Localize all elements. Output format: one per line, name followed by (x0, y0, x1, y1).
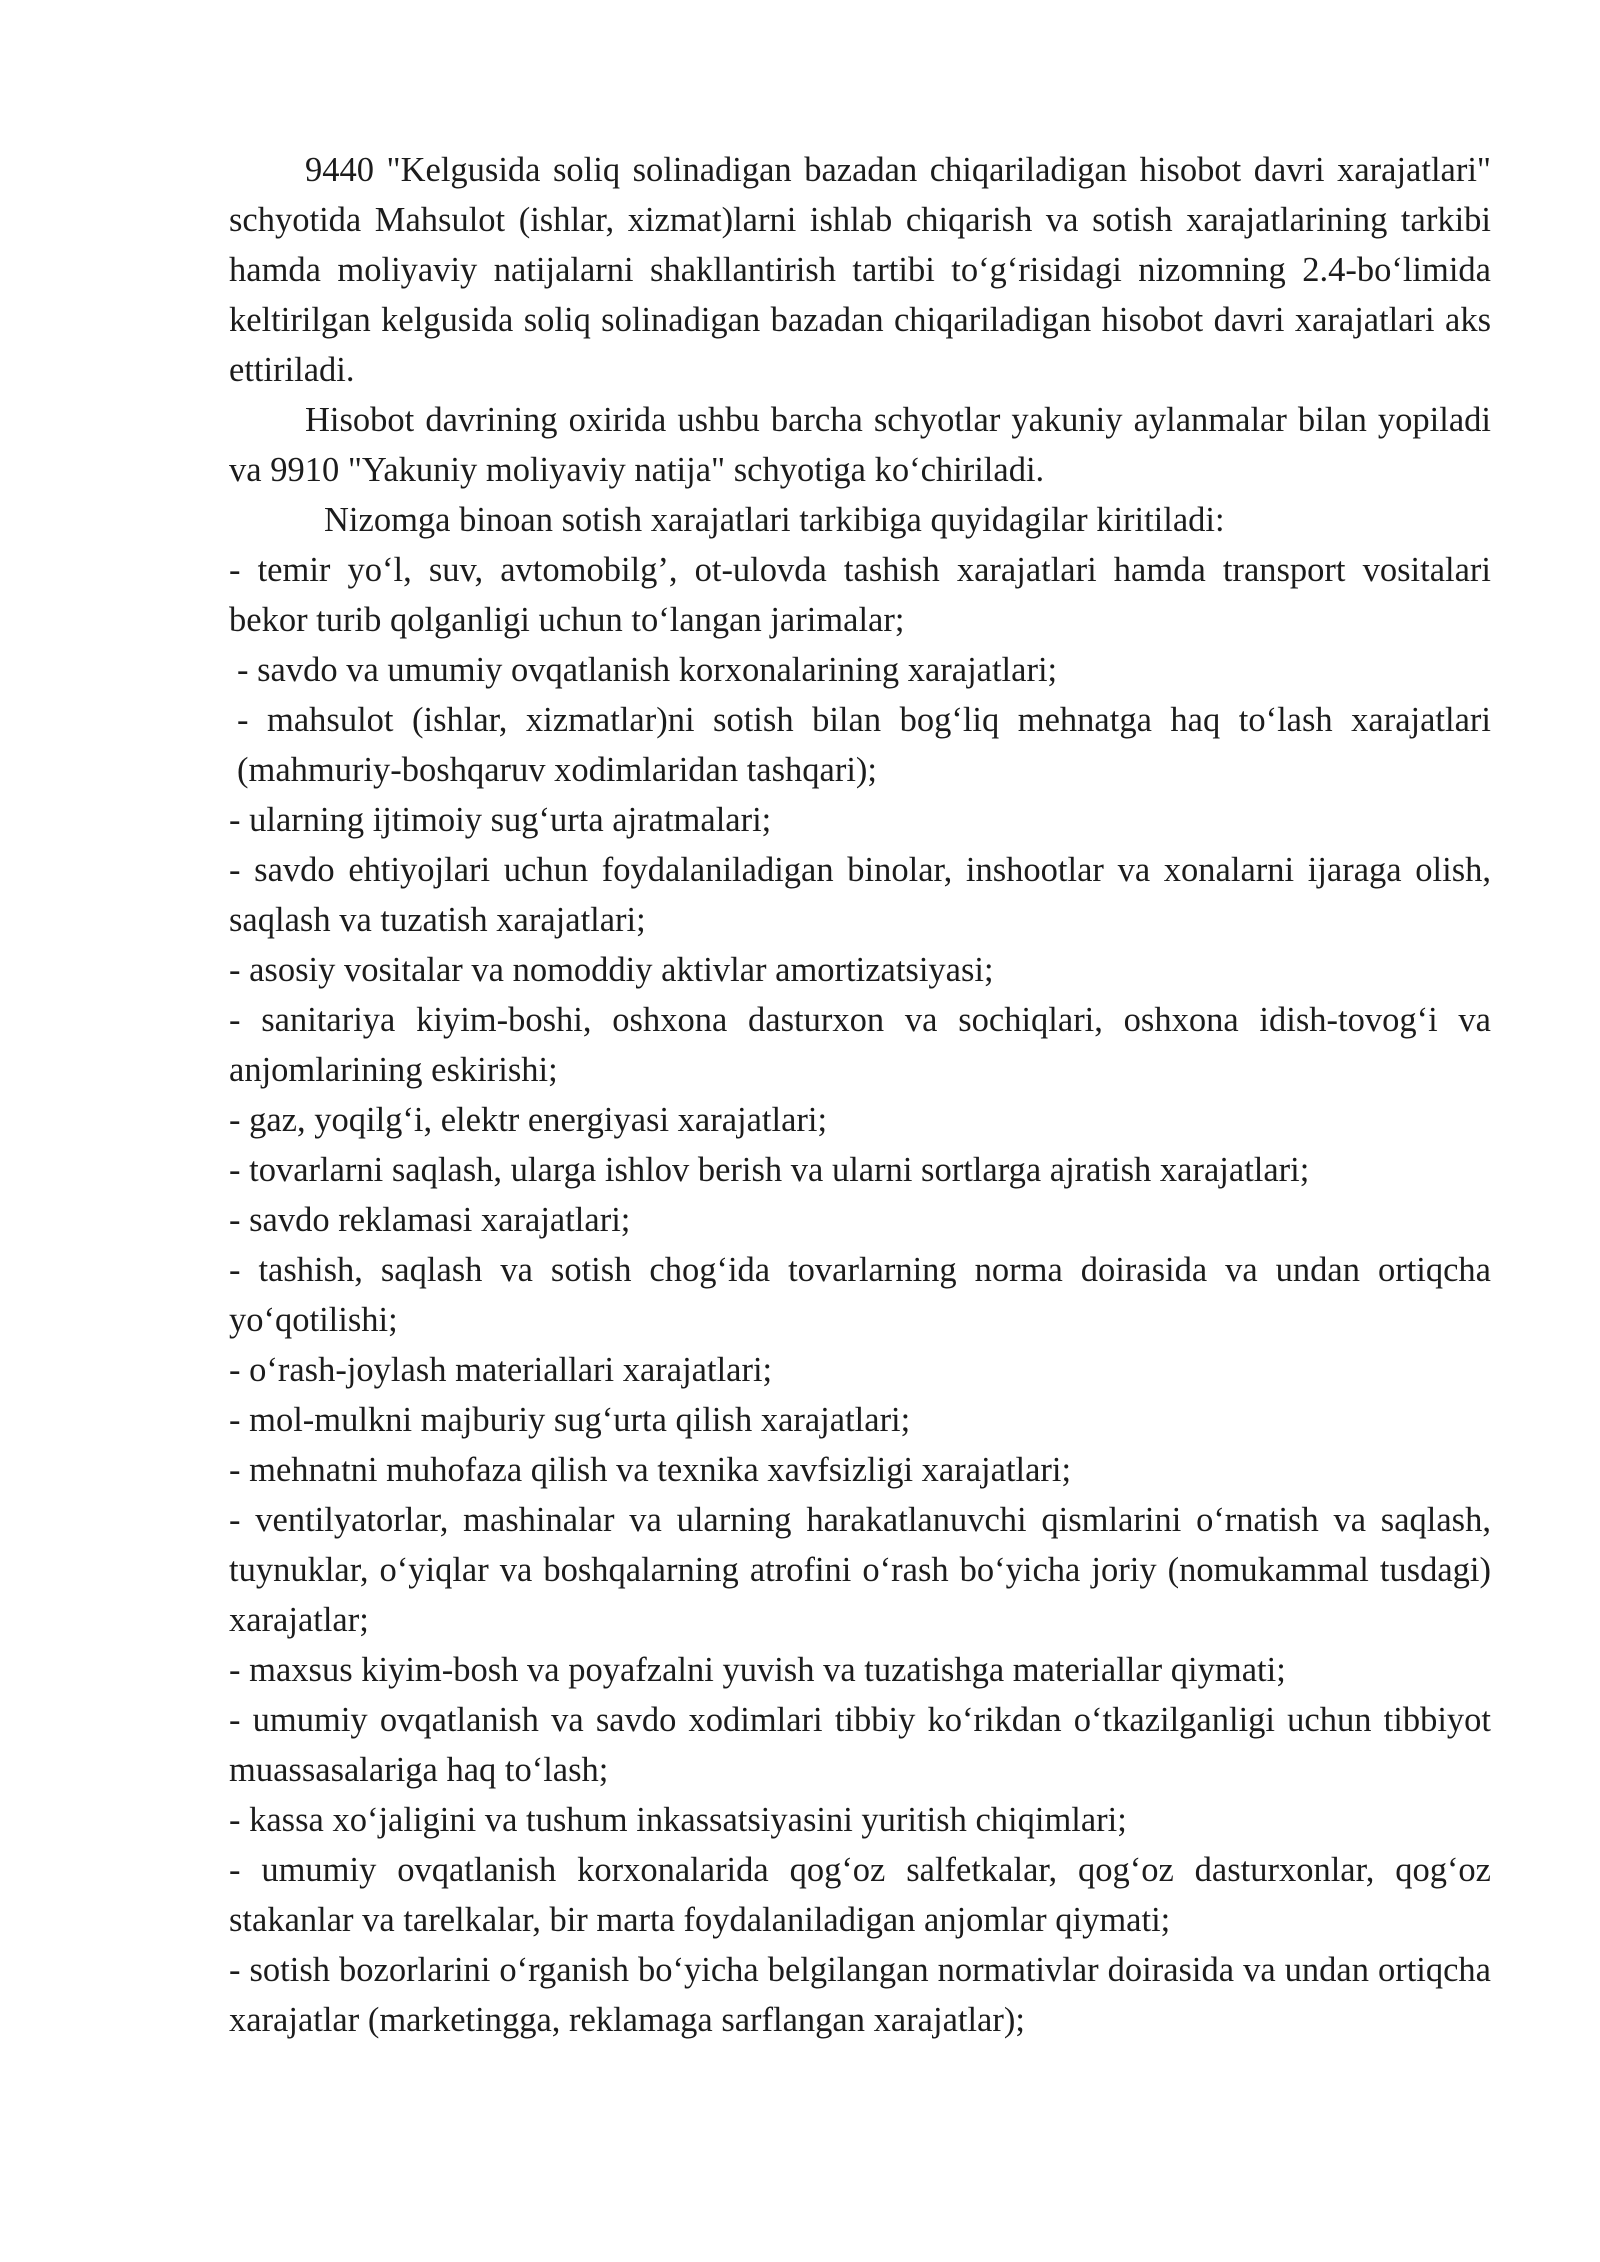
list-item: - sotish bozorlarini o‘rganish bo‘yicha belgilangan normativlar doirasida va undan ortiqcha xarajatlar (marketingga, reklamaga sarflangan xarajatlar); (229, 1951, 1491, 2039)
list-item: - savdo ehtiyojlari uchun foydalaniladigan binolar, inshootlar va xonalarni ijaraga olish, saqlash va tuzatish xarajatlari; (229, 851, 1491, 939)
list-item: - maxsus kiyim-bosh va poyafzalni yuvish va tuzatishga materiallar qiymati; (229, 1651, 1286, 1689)
list-item: - gaz, yoqilg‘i, elektr energiyasi xarajatlari; (229, 1101, 828, 1139)
list-item: - mahsulot (ishlar, xizmatlar)ni sotish bilan bog‘liq mehnatga haq to‘lash xarajatlari (mahmuriy-boshqaruv xodimlaridan tashqari); (237, 701, 1491, 789)
document-page (229, 145, 1491, 2045)
list-item: - o‘rash-joylash materiallari xarajatlari; (229, 1351, 773, 1389)
list-item: - temir yo‘l, suv, avtomobilg’, ot-ulovda tashish xarajatlari hamda transport vositalari bekor turib qolganligi uchun to‘langan jarimalar; (229, 551, 1491, 639)
paragraph-list-intro: Nizomga binoan sotish xarajatlari tarkibiga quyidagilar kiritiladi: (324, 501, 1225, 539)
list-item: - asosiy vositalar va nomoddiy aktivlar amortizatsiyasi; (229, 951, 994, 989)
list-item: - kassa xo‘jaligini va tushum inkassatsiyasini yuritish chiqimlari; (229, 1801, 1127, 1839)
paragraph-9440-account: 9440 "Kelgusida soliq solinadigan bazadan chiqariladigan hisobot davri xarajatlari" schyotida Mahsulot (ishlar, xizmat)larni ishlab chiqarish va sotish xarajatlarining tarkibi hamda moliyaviy natijalarni shakllantirish tartibi to‘g‘risidagi nizomning 2.4-bo‘limida keltirilgan kelgusida soliq solinadigan bazadan chiqariladigan hisobot davri xarajatlari aks ettiriladi. (229, 151, 1491, 389)
list-item: - savdo va umumiy ovqatlanish korxonalarining xarajatlari; (237, 651, 1058, 689)
list-item: - mehnatni muhofaza qilish va texnika xavfsizligi xarajatlari; (229, 1451, 1072, 1489)
list-item: - mol-mulkni majburiy sug‘urta qilish xarajatlari; (229, 1401, 911, 1439)
list-item: - tashish, saqlash va sotish chog‘ida tovarlarning norma doirasida va undan ortiqcha yo‘qotilishi; (229, 1251, 1491, 1339)
list-item: - savdo reklamasi xarajatlari; (229, 1201, 631, 1239)
list-item: - sanitariya kiyim-boshi, oshxona dasturxon va sochiqlari, oshxona idish-tovog‘i va anjomlarining eskirishi; (229, 1001, 1491, 1089)
list-item: - ventilyatorlar, mashinalar va ularning harakatlanuvchi qismlarini o‘rnatish va saqlash, tuynuklar, o‘yiqlar va boshqalarning atrofini o‘rash bo‘yicha joriy (nomukammal tusdagi) xarajatlar; (229, 1501, 1491, 1639)
list-item: - umumiy ovqatlanish korxonalarida qog‘oz salfetkalar, qog‘oz dasturxonlar, qog‘oz stakanlar va tarelkalar, bir marta foydalaniladigan anjomlar qiymati; (229, 1851, 1491, 1939)
list-item: - umumiy ovqatlanish va savdo xodimlari tibbiy ko‘rikdan o‘tkazilganligi uchun tibbiyot muassasalariga haq to‘lash; (229, 1701, 1491, 1789)
list-item: - ularning ijtimoiy sug‘urta ajratmalari; (229, 801, 772, 839)
list-item: - tovarlarni saqlash, ularga ishlov berish va ularni sortlarga ajratish xarajatlari; (229, 1151, 1310, 1189)
paragraph-period-closing: Hisobot davrining oxirida ushbu barcha schyotlar yakuniy aylanmalar bilan yopiladi va 9910 "Yakuniy moliyaviy natija" schyotiga ko‘chiriladi. (229, 401, 1491, 489)
